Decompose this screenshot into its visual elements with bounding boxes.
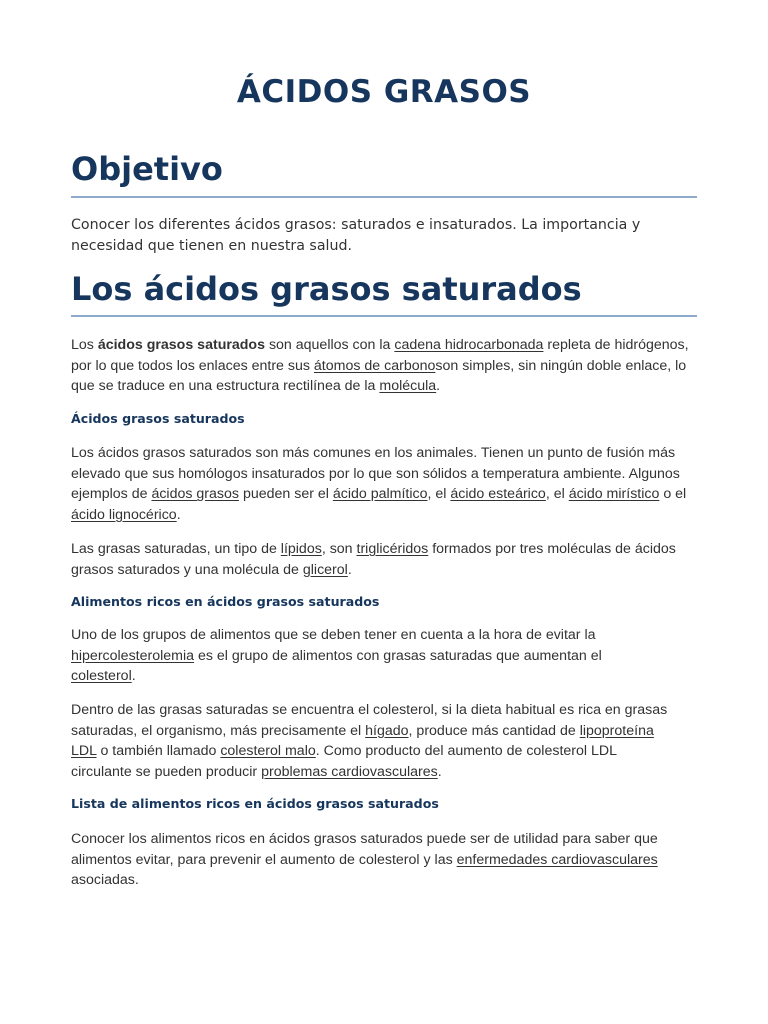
heading-objetivo: Objetivo bbox=[71, 150, 223, 188]
bold-term: ácidos grasos saturados bbox=[97, 337, 265, 353]
heading-underline bbox=[71, 196, 697, 198]
paragraph-grasas-saturadas: Las grasas saturadas, un tipo de lípidos, son triglicéridos formados por tres moléculas de ácidos grasos saturados y una molécula de glicerol. bbox=[71, 541, 676, 578]
document-title: ÁCIDOS GRASOS bbox=[236, 74, 532, 110]
link-atomos-de-carbono[interactable]: átomos de carbono bbox=[313, 357, 436, 374]
link-lipoproteina-ldl[interactable]: lipoproteína LDL bbox=[71, 722, 654, 760]
objetivo-paragraph: Conocer los diferentes ácidos grasos: saturados e insaturados. La importancia y necesidad que tienen en nuestra salud. bbox=[71, 217, 641, 254]
link-cadena-hidrocarbonada[interactable]: cadena hidrocarbonada bbox=[394, 337, 544, 353]
paragraph-examples: Los ácidos grasos saturados son más comunes en los animales. Tienen un punto de fusión más elevado que sus homólogos insaturados por lo que son sólidos a temperatura ambiente. Algunos ejemplos de ácidos grasos pueden ser el ácido palmítico, el ácido esteárico, el ácido mirístico o el ácido lignocérico. bbox=[71, 445, 687, 523]
link-lipidos[interactable]: lípidos bbox=[280, 541, 322, 557]
paragraph-hipercolesterolemia: Uno de los grupos de alimentos que se deben tener en cuenta a la hora de evitar la hipercolesterolemia es el grupo de alimentos con grasas saturadas que aumentan el colesterol. bbox=[71, 627, 602, 685]
subheading-lista-alimentos: Lista de alimentos ricos en ácidos grasos saturados bbox=[71, 796, 439, 811]
paragraph-lista-alimentos: Conocer los alimentos ricos en ácidos grasos saturados puede ser de utilidad para saber que alimentos evitar, para prevenir el aumento de colesterol y las enfermedades cardiovasculares asociadas. bbox=[71, 831, 658, 889]
link-hipercolesterolemia[interactable]: hipercolesterolemia bbox=[71, 647, 195, 664]
subheading-acidos-grasos-saturados: Ácidos grasos saturados bbox=[71, 411, 245, 426]
paragraph-definition: Los ácidos grasos saturados son aquellos con la cadena hidrocarbonada repleta de hidrógenos, por lo que todos los enlaces entre sus átomos de carbonoson simples, sin ningún doble enlace, lo que se traduce en una estructura rectilínea de la molécula. bbox=[71, 337, 689, 395]
link-higado[interactable]: hígado bbox=[365, 722, 409, 739]
subheading-alimentos-ricos: Alimentos ricos en ácidos grasos saturados bbox=[71, 594, 380, 609]
link-acidos-grasos[interactable]: ácidos grasos bbox=[151, 486, 239, 503]
link-acido-estearico[interactable]: ácido esteárico bbox=[450, 486, 546, 503]
link-enfermedades-cardiovasculares[interactable]: enfermedades cardiovasculares bbox=[456, 851, 658, 868]
link-glicerol[interactable]: glicerol bbox=[302, 561, 348, 578]
link-molecula[interactable]: molécula bbox=[379, 378, 437, 395]
link-problemas-cardiovasculares[interactable]: problemas cardiovasculares bbox=[261, 763, 438, 780]
link-acido-miristico[interactable]: ácido mirístico bbox=[568, 486, 660, 503]
link-colesterol-malo[interactable]: colesterol malo bbox=[220, 743, 316, 760]
paragraph-colesterol-ldl: Dentro de las grasas saturadas se encuentra el colesterol, si la dieta habitual es rica en grasas saturadas, el organismo, más precisamente el hígado, produce más cantidad de lipoproteína LDL o también llamado colesterol malo. Como producto del aumento de colesterol LDL circulante se pueden producir problemas cardiovasculares. bbox=[71, 702, 668, 780]
link-acido-palmitico[interactable]: ácido palmítico bbox=[332, 486, 428, 503]
link-acido-lignocerico[interactable]: ácido lignocérico bbox=[71, 506, 177, 523]
heading-saturados: Los ácidos grasos saturados bbox=[71, 270, 582, 308]
link-trigliceridos[interactable]: triglicéridos bbox=[356, 541, 429, 557]
heading-underline bbox=[71, 315, 697, 317]
link-colesterol[interactable]: colesterol bbox=[71, 668, 132, 685]
